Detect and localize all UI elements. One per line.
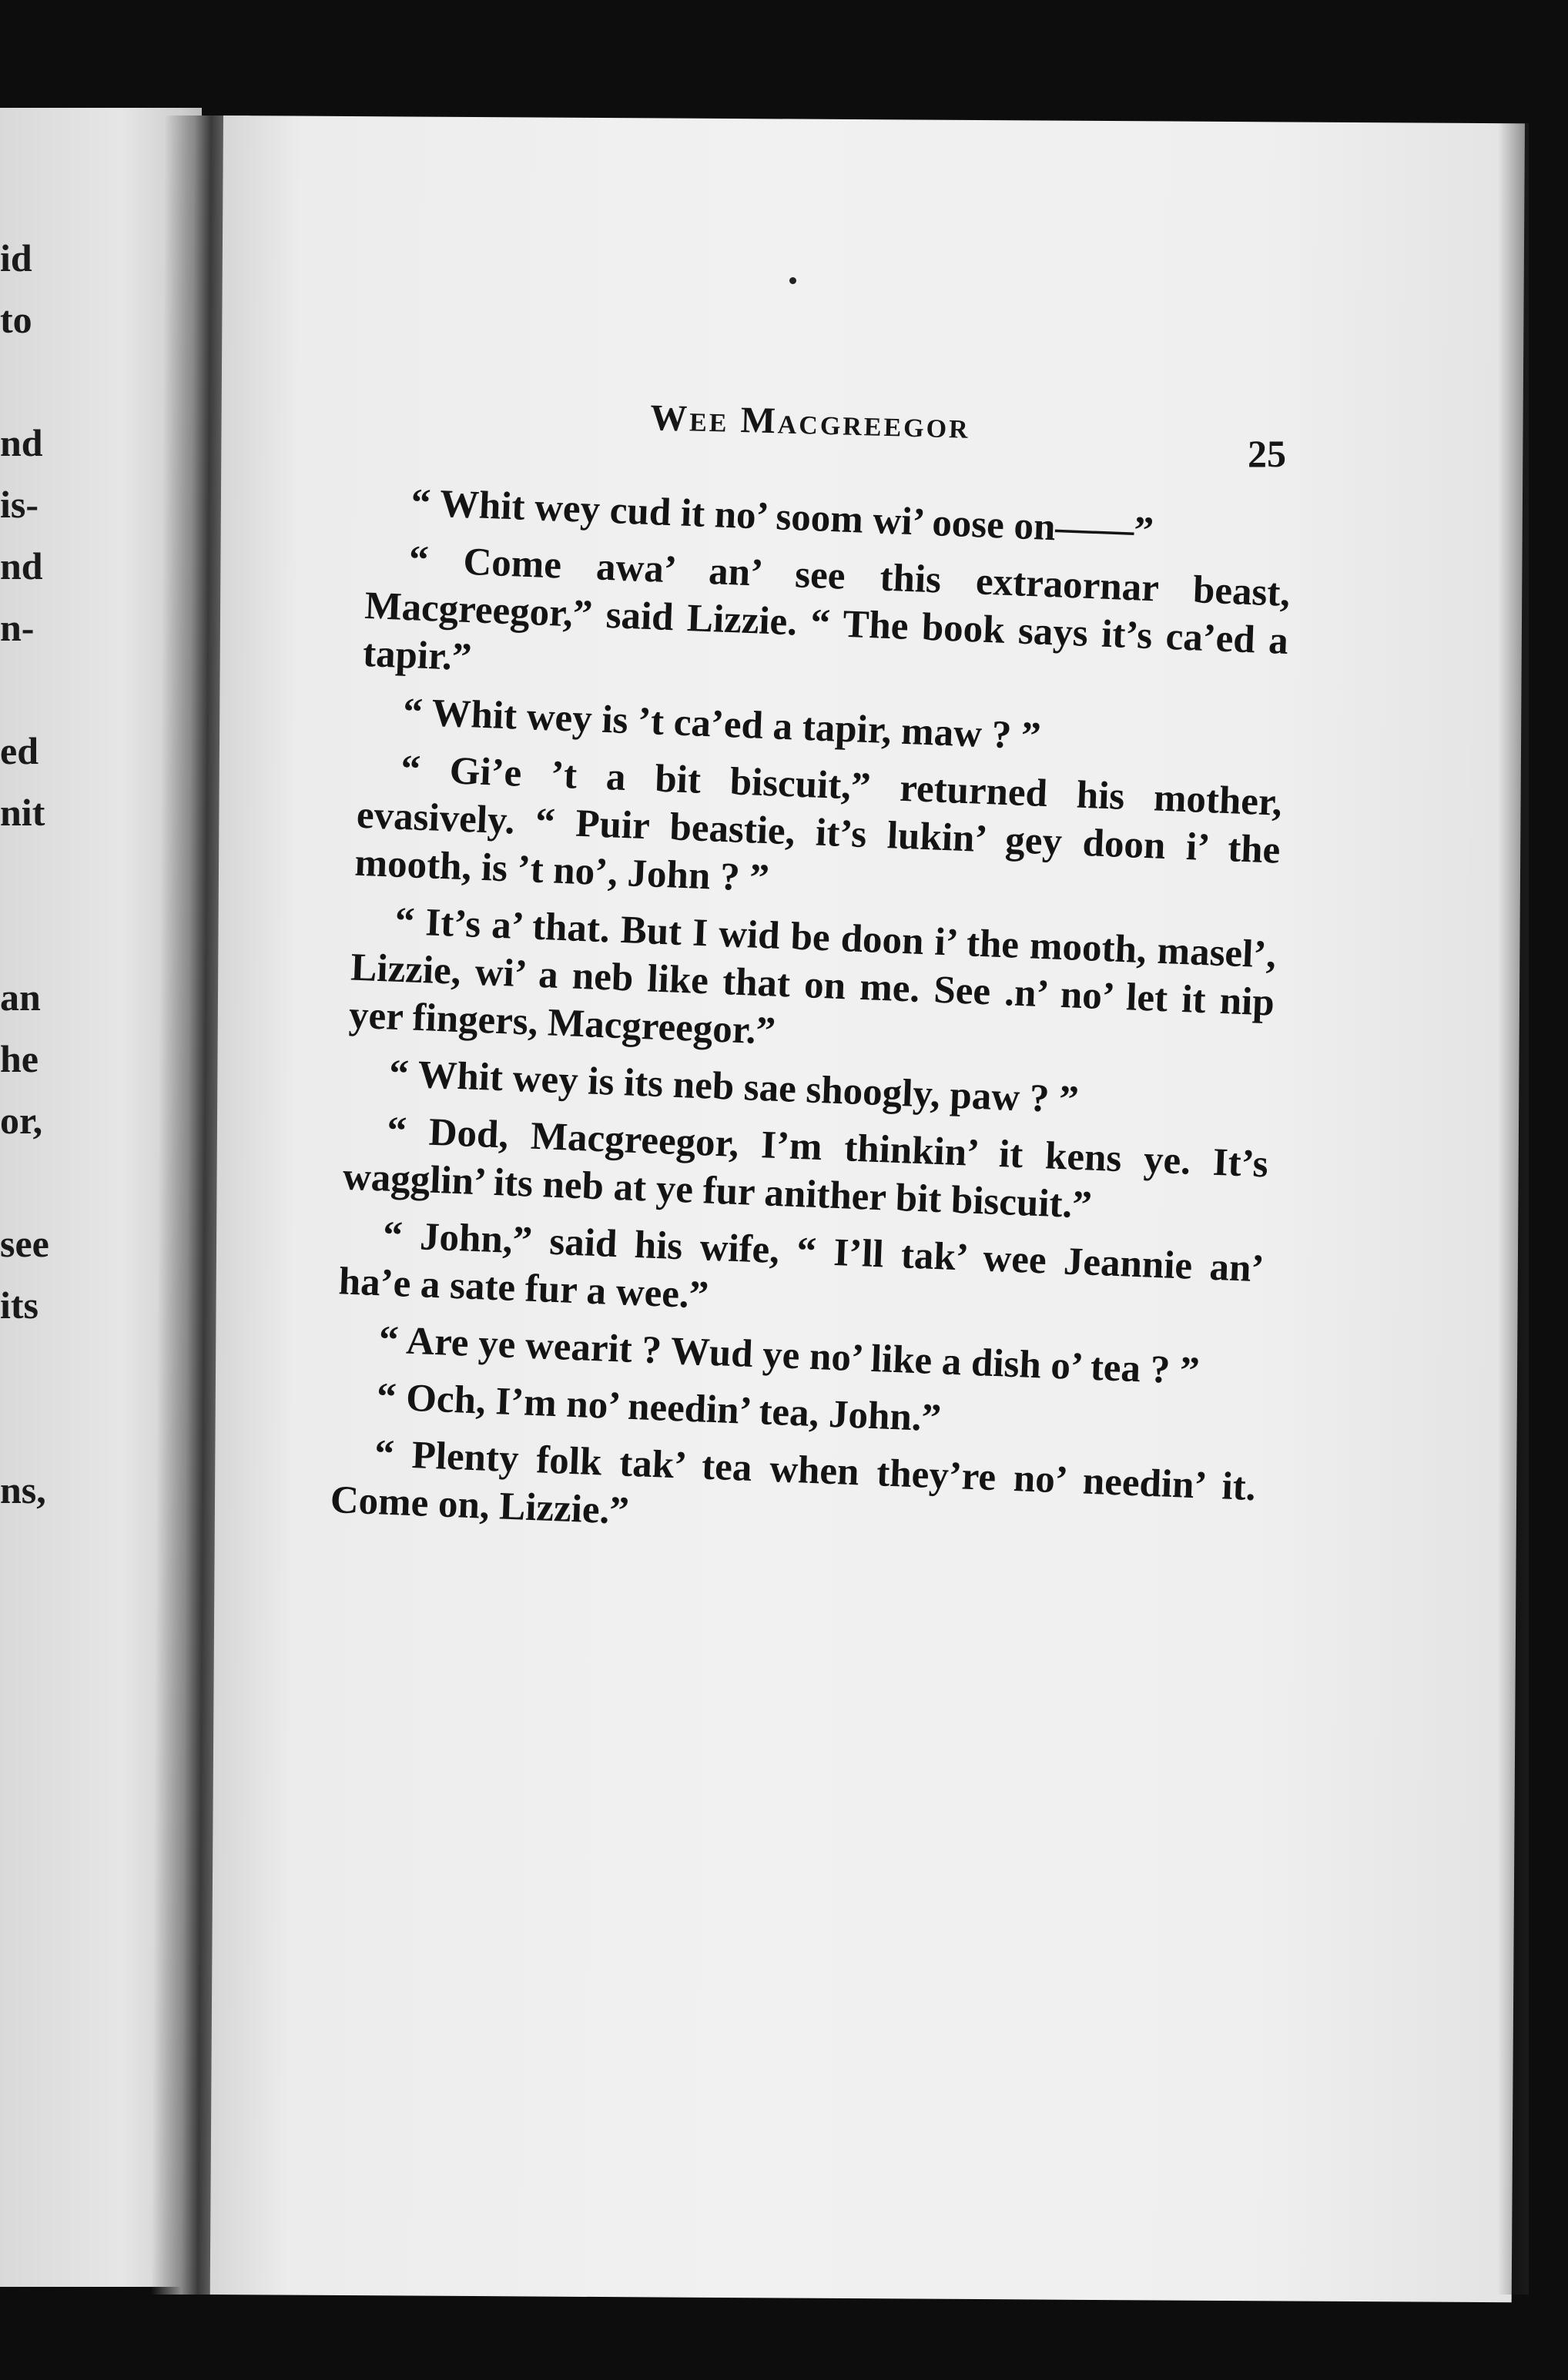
paragraph: “ Whit wey is ’t ca’ed a tapir, maw ? ” — [402, 690, 1042, 758]
previous-page-fragment: nit — [0, 791, 45, 834]
paragraph: “ Dod, Macgreegor, I’m thinkin’ it kens ye. It’s wagglin’ its neb at ye fur anither bit biscuit.” — [342, 1109, 1269, 1227]
paragraph: “ It’s a’ that. But I wid be doon i’ the mooth, masel’, Lizzie, wi’ a neb like that on me. See .n’ no’ let it nip yer fingers, Macgreegor.” — [348, 899, 1278, 1053]
paragraph: “ Whit wey cud it no’ soom wi’ oose on——” — [410, 481, 1154, 554]
paragraph: “ Gi’e ’t a bit biscuit,” returned his mother, evasively. “ Puir beastie, it’s lukin’ gey doon i’ the mooth, is ’t no’, John ? ” — [353, 747, 1283, 901]
previous-page-fragment: is- — [0, 483, 39, 526]
paragraph: “ Whit wey is its neb sae shoogly, paw ? ” — [388, 1052, 1080, 1122]
previous-page-fragment: its — [0, 1284, 39, 1327]
previous-page-fragment: id — [0, 236, 32, 280]
previous-page-fragment: ed — [0, 729, 39, 772]
paragraph: “ Och, I’m no’ needin’ tea, John.” — [376, 1375, 943, 1441]
page-body-text — [329, 477, 1293, 1568]
previous-page-fragment: see — [0, 1222, 49, 1265]
running-head: Wee Macgreegor — [649, 397, 971, 447]
paragraph: “ Plenty folk tak’ tea when they’re no’ needin’ it. Come on, Lizzie.” — [329, 1432, 1257, 1533]
page-number: 25 — [1248, 432, 1286, 475]
previous-page-fragment: he — [0, 1037, 39, 1080]
dust-speck — [789, 277, 796, 284]
previous-page-fragment: n- — [0, 606, 35, 649]
previous-page-fragment: to — [0, 298, 32, 341]
paragraph: “ John,” said his wife, “ I’ll tak’ wee Jeannie an’ ha’e a sate fur a wee.” — [337, 1213, 1265, 1317]
paragraph: “ Come awa’ an’ see this extraornar beast, Macgreegor,” said Lizzie. “ The book says it’s ca’ed a tapir.” — [362, 538, 1292, 680]
previous-page-fragment: nd — [0, 421, 43, 464]
previous-page-fragment: ns, — [0, 1468, 46, 1511]
previous-page-fragment: or, — [0, 1099, 43, 1142]
paragraph: “ Are ye wearit ? Wud ye no’ like a dish o’ tea ? ” — [377, 1318, 1201, 1394]
page-edge-shadow — [1498, 123, 1529, 2295]
previous-page-fragment: nd — [0, 544, 43, 587]
previous-page-fragment: an — [0, 976, 41, 1019]
